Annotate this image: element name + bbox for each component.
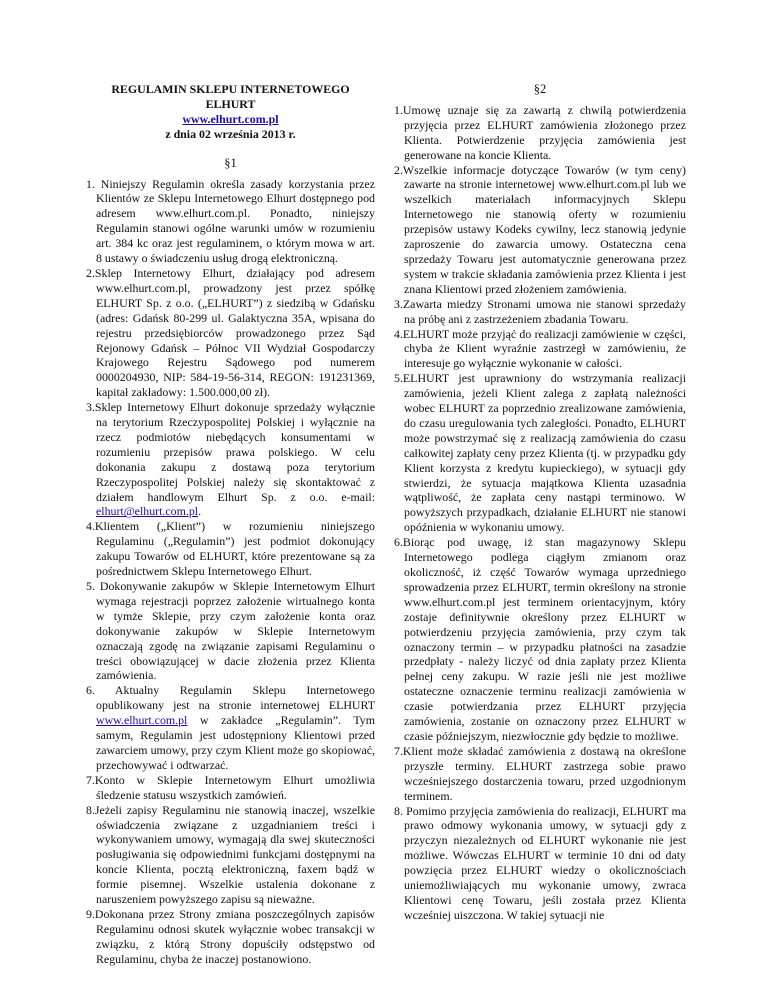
section-1-item-7: 7.Konto w Sklepie Internetowym Elhurt umożliwia śledzenie statusu wszystkich zamówień. — [86, 772, 375, 802]
section-2-item-6: 6.Biorąc pod uwagę, iż stan magazynowy Sklepu Internetowego podlega ciągłym zmianom oraz okoliczność, iż część Towarów wymaga uprzedniego sprowadzenia przez ELHURT, termin określony na stronie www.elhurt.com.pl jest terminem orientacyjnym, który zostaje definitywnie określony przez ELHURT w potwierdzeniu przyjęcia zamówienia, przy czym tak oznaczony termin – w przypadku płatności na zasadzie przedpłaty - należy liczyć od dnia zapłaty przez Klienta pełnej ceny zakupu. W razie jeśli nie jest możliwe ostateczne oznaczenie terminu realizacji zamówienia w czasie potwierdzania przez ELHURT przyjęcia zamówienia, zostanie on oznaczony przez ELHURT w czasie późniejszym, niezwłocznie gdy będzie to możliwe. — [394, 535, 686, 743]
left-column — [86, 82, 375, 967]
section-1-item-8: 8.Jeżeli zapisy Regulaminu nie stanowią inaczej, wszelkie oświadczenia związane z uzgadnianiem treści i wykonywaniem umowy, wymagają dla swej skuteczności posługiwania się odpowiednimi funkcjami dostępnymi na koncie Klienta, pocztą elektroniczną, faxem bądź w formie pisemnej. Wszelkie ustalenia dokonane z naruszeniem powyższego zapisu są nieważne. — [86, 802, 375, 907]
section-2-list — [394, 103, 686, 923]
section-1-item-6-text: 6. Aktualny Regulamin Sklepu Internetowego opublikowany jest na stronie internetowej ELHURT — [86, 683, 375, 713]
document-header — [86, 82, 375, 142]
section-2-item-8: 8. Pomimo przyjęcia zamówienia do realizacji, ELHURT ma prawo odmowy wykonania umowy, w sytuacji gdy z przyczyn niezależnych od ELHURT wykonanie nie jest możliwe. Wówczas ELHURT w terminie 10 dni od daty powzięcia przez ELHURT wiedzy o okolicznościach uniemożliwiających mu wykonanie umowy, zwraca Klientowi cenę Towaru, jeśli została przez Klienta wcześniej uiszczona. W takiej sytuacji nie — [394, 803, 686, 922]
section-2-item-2: 2.Wszelkie informacje dotyczące Towarów (w tym ceny) zawarte na stronie internetowej www.elhurt.com.pl lub we wszelkich materiałach informacyjnych Sklepu Internetowego nie stanowią oferty w rozumieniu przepisów ustawy Kodeks cywilny, lecz stanowią jedynie zaproszenie do zawarcia umowy. Ostateczna cena sprzedaży Towaru jest automatycznie generowana przez system w trakcie składania zamówienia przez Klienta i jest znana Klientowi przed złożeniem zamówienia. — [394, 162, 686, 296]
section-2-item-3: 3.Zawarta miedzy Stronami umowa nie stanowi sprzedaży na próbę ani z zastrzeżeniem zbadania Towaru. — [394, 296, 686, 326]
section-2-item-7: 7.Klient może składać zamówienia z dostawą na określone przyszłe terminy. ELHURT zastrzega sobie prawo wcześniejszego dostarczenia towaru, przed uzgodnionym terminem. — [394, 743, 686, 803]
document-date: z dnia 02 września 2013 r. — [165, 126, 296, 141]
section-2-heading: §2 — [533, 82, 547, 96]
website-link[interactable]: www.elhurt.com.pl — [182, 111, 279, 126]
section-1-item-3-text: 3.Sklep Internetowy Elhurt dokonuje sprzedaży wyłącznie na terytorium Rzeczypospolitej Polskiej i wyłącznie na rzecz podmiotów niebędących konsumentami w rozumieniu przepisów prawa polskiego. W celu dokonania zakupu z dostawą poza terytorium Rzeczypospolitej Polskiej należy się skontaktować z działem handlowym Elhurt Sp. z o.o. e-mail: — [86, 400, 375, 504]
section-1-list — [86, 177, 375, 967]
section-1-item-6 — [86, 683, 375, 772]
document-title-line2: ELHURT — [205, 96, 256, 111]
section-1-item-9: 9.Dokonana przez Strony zmiana poszczególnych zapisów Regulaminu odnosi skutek wyłącznie wobec transakcji w związku, z którą Strony dopuściły odstępstwo od Regulaminu, chyba że inaczej postanowiono. — [86, 906, 375, 966]
section-1-item-2: 2.Sklep Internetowy Elhurt, działający pod adresem www.elhurt.com.pl, prowadzony jest przez spółkę ELHURT Sp. z o.o. („ELHURT”) z siedzibą w Gdańsku (adres: Gdańsk 80-299 ul. Galaktyczna 35A, wpisana do rejestru przedsiębiorców prowadzonego przez Sąd Rejonowy Gdańsk – Północ VII Wydział Gospodarczy Krajowego Rejestru Sądowego pod numerem 0000204930, NIP: 584-19-56-314, REGON: 191231369, kapitał zakładowy: 1.500.000,00 zł). — [86, 265, 375, 400]
section-2-item-5: 5.ELHURT jest uprawniony do wstrzymania realizacji zamówienia, jeżeli Klient zalega z zapłatą należności wobec ELHURT za poprzednio zrealizowane zamówienia, do czasu uregulowania tych zaległości. Ponadto, ELHURT może powstrzymać się z realizacją zamówienia do czasu całkowitej zapłaty ceny przez Klienta (tj. w przypadku gdy Klient korzysta z kredytu kupieckiego), w sytuacji gdy stwierdzi, że sytuacja majątkowa Klienta uzasadnia wątpliwość, że zapłata ceny nastąpi terminowo. W powyższych przypadkach, działanie ELHURT nie stanowi opóźnienia w wykonaniu umowy. — [394, 371, 686, 535]
right-column — [394, 82, 686, 923]
email-link[interactable]: elhurt@elhurt.com.pl — [96, 504, 199, 519]
section-1-item-4: 4.Klientem („Klient”) w rozumieniu niniejszego Regulaminu („Regulamin”) jest podmiot dokonujący zakupu Towarów od ELHURT, które prezentowane są za pośrednictwem Sklepu Internetowego Elhurt. — [86, 519, 375, 579]
regulamin-website-link[interactable]: www.elhurt.com.pl — [96, 713, 188, 728]
section-1-item-6-tail: w zakładce „Regulamin”. Tym samym, Regulamin jest udostępniony Klientowi przed zawarciem umowy, przy czym Klient może go skopiować, przechowywać i odtwarzać. — [96, 713, 375, 772]
document-title-line1: REGULAMIN SKLEPU INTERNETOWEGO — [111, 82, 350, 96]
section-1-item-3-tail: . — [198, 504, 202, 519]
section-2-item-1: 1.Umowę uznaje się za zawartą z chwilą potwierdzenia przyjęcia przez ELHURT zamówienia złożonego przez Klienta. Potwierdzenie przyjęcia zamówienia jest generowane na koncie Klienta. — [394, 102, 686, 162]
section-2-item-4: 4.ELHURT może przyjąć do realizacji zamówienie w części, chyba że Klient wyraźnie zastrzegł w zamówieniu, że interesuje go wyłącznie wykonanie w całości. — [394, 326, 686, 371]
section-1-item-3 — [86, 400, 375, 519]
section-1-item-5: 5. Dokonywanie zakupów w Sklepie Internetowym Elhurt wymaga rejestracji poprzez założenie wirtualnego konta w tymże Sklepie, przy czym założenie konta oraz dokonywanie zakupów w Sklepie Internetowym oznaczają zgodę na związanie zapisami Regulaminu o treści obowiązującej w dacie złożenia przez Klienta zamówienia. — [86, 579, 375, 683]
section-1-item-1: 1. Niniejszy Regulamin określa zasady korzystania przez Klientów ze Sklepu Internetowego Elhurt dostępnego pod adresem www.elhurt.com.pl. Ponadto, niniejszy Regulamin stanowi ogólne warunki umów w rozumieniu art. 384 kc oraz jest regulaminem, o którym mowa w art. 8 ustawy o świadczeniu usług drogą elektroniczną. — [86, 176, 375, 266]
section-1-heading: §1 — [224, 155, 237, 170]
